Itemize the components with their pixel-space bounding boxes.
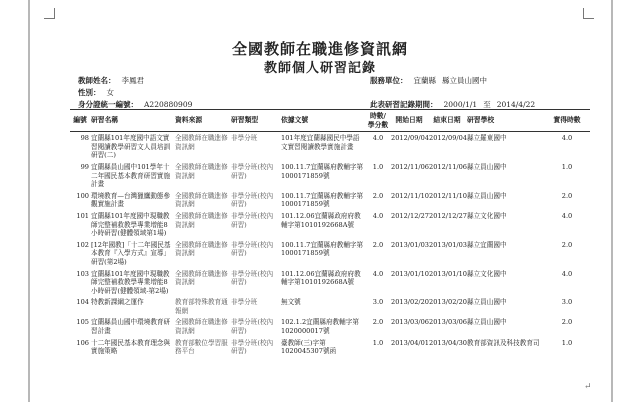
paragraph-mark-icon: ↵ (584, 382, 592, 392)
row-number: 106 (76, 338, 89, 347)
row-type: 非學分班(校內研習) (231, 269, 274, 287)
margin-corner-top-left (44, 8, 55, 19)
row-number: 99 (80, 162, 89, 171)
row-source: 全國教師在職進修資訊網 (175, 191, 228, 209)
header-doc-number: 依據文號 (280, 110, 366, 132)
row-hours: 3.0 (372, 298, 384, 307)
header-hours: 時數/學分數 (366, 110, 390, 132)
row-earned-hours: 4.0 (561, 134, 573, 143)
row-course-name: 十二年國民基本教育理念與實施策略 (91, 338, 171, 356)
service-unit-line (370, 75, 487, 86)
row-hours: 2.0 (372, 318, 384, 327)
row-earned-hours: 4.0 (561, 269, 573, 278)
service-unit-school: 縣立員山國中 (442, 76, 487, 85)
row-start-date: 2013/01/03 (391, 240, 430, 249)
row-end-date: 2013/01/10 (429, 269, 468, 278)
row-type: 非學分班(校內研習) (231, 211, 274, 229)
row-earned-hours: 2.0 (561, 240, 573, 249)
service-unit-county: 宜蘭縣 (413, 76, 436, 85)
header-source: 資料來源 (174, 110, 230, 132)
row-school: 教育部資訊及科技教育司 (467, 338, 540, 347)
row-source: 全國教師在職進修資訊網 (175, 162, 228, 180)
row-type: 非學分班(校內研習) (231, 240, 274, 258)
teacher-id-label: 身分證統一編號： (78, 100, 138, 109)
row-course-name: 宜蘭縣101年度國中現職教師完整補救教學專業增能8小時研習(健體領域-第2場) (91, 269, 170, 295)
row-school: 縣立員山國中 (467, 318, 507, 327)
row-start-date: 2012/11/10 (391, 191, 430, 200)
row-school: 縣立員山國中 (467, 298, 507, 307)
row-school: 縣立文化國中 (467, 211, 507, 220)
row-start-date: 2013/03/06 (391, 318, 430, 327)
row-doc-number: 100.11.7宜蘭縣府教輔字第1000171859號 (281, 162, 364, 180)
teacher-name: 李鳳君 (121, 76, 144, 85)
header-start-date: 開始日期 (390, 110, 428, 132)
row-hours: 1.0 (372, 162, 384, 171)
table-row (70, 190, 590, 210)
record-period-separator: 至 (483, 100, 491, 109)
row-earned-hours: 1.0 (561, 338, 573, 347)
header-earned-hours: 實得時數 (544, 110, 590, 132)
table-header (70, 110, 590, 132)
row-end-date: 2012/11/10 (429, 191, 468, 200)
page-title: 全國教師在職進修資訊網 (231, 40, 408, 58)
row-doc-number: 102.1.2宜蘭縣府教輔字第1020000017號 (281, 318, 359, 336)
row-doc-number: 無文號 (281, 298, 301, 307)
row-start-date: 2012/09/04 (391, 134, 430, 143)
margin-corner-top-right (583, 8, 594, 19)
row-doc-number: 100.11.7宜蘭縣府教輔字第1000171859號 (281, 240, 364, 258)
table-row (70, 210, 590, 239)
row-hours: 4.0 (372, 269, 384, 278)
row-course-name: [12年國教]「十二年國民基本教育『入學方式』宣導」研習(第2場) (91, 240, 171, 266)
row-school: 縣立文化國中 (467, 269, 507, 278)
row-end-date: 2013/04/30 (429, 338, 468, 347)
row-end-date: 2012/11/06 (429, 162, 468, 171)
record-period-to: 2014/4/22 (496, 100, 536, 109)
row-source: 全國教師在職進修資訊網 (175, 134, 228, 151)
row-earned-hours: 3.0 (561, 298, 573, 307)
row-school: 縣立員山國中 (467, 191, 507, 200)
row-doc-number: 100.11.7宜蘭縣府教輔字第1000171859號 (281, 191, 364, 209)
row-school: 縣立員山國中 (467, 162, 507, 171)
row-source: 教育部數位學習服務平台 (175, 338, 228, 356)
row-hours: 4.0 (372, 211, 384, 220)
page-subtitle: 教師個人研習記錄 (263, 61, 376, 76)
teacher-name-line (78, 75, 144, 86)
row-school: 縣立宜蘭國中 (467, 240, 507, 249)
row-course-name: 特教新課綱之運作 (91, 298, 144, 307)
header-end-date: 結束日期 (428, 110, 466, 132)
row-hours: 2.0 (372, 240, 384, 249)
table-row (70, 337, 590, 357)
row-doc-number: 101.12.06宜蘭縣政府府教輔字第1010192668A號 (281, 269, 361, 287)
row-earned-hours: 4.0 (561, 211, 573, 220)
row-school: 縣立羅東國中 (467, 134, 507, 143)
row-course-name: 環境教育—台灣獵鷹動態參觀實施計畫 (91, 191, 171, 209)
row-start-date: 2013/04/01 (391, 338, 430, 347)
row-hours: 2.0 (372, 191, 384, 200)
teacher-gender: 女 (106, 88, 114, 97)
row-type: 非學分班 (231, 134, 258, 143)
teacher-name-label: 教師姓名： (78, 76, 116, 85)
row-number: 104 (76, 298, 89, 307)
row-course-name: 宜蘭縣員山國中101學年十二年國民基本教育研習實施計畫 (91, 162, 171, 189)
row-number: 103 (76, 269, 89, 278)
row-earned-hours: 2.0 (561, 191, 573, 200)
row-number: 105 (76, 318, 89, 327)
row-number: 102 (76, 240, 89, 249)
row-number: 100 (76, 191, 89, 200)
row-number: 101 (76, 211, 89, 220)
row-type: 非學分班(校內研習) (231, 338, 274, 356)
row-source: 教育部特殊教育通報網 (175, 298, 228, 315)
teacher-id: A220880909 (144, 100, 193, 109)
table-header-row (70, 110, 590, 132)
teacher-gender-line (78, 87, 114, 98)
row-source: 全國教師在職進修資訊網 (175, 269, 228, 287)
row-earned-hours: 2.0 (561, 318, 573, 327)
header-course-name: 研習名稱 (90, 110, 174, 132)
row-type: 非學分班 (231, 298, 258, 307)
record-period-label: 此表研習記錄期間： (370, 100, 438, 109)
row-course-name: 宜蘭縣101年度國中現職教師完整補救教學專業增能8小時研習(健體領域第1場) (91, 211, 170, 238)
row-earned-hours: 1.0 (561, 162, 573, 171)
row-course-name: 宜蘭縣101年度國中語文實習閱讀教學研習文人員培訓研習(二) (91, 134, 171, 160)
table-body (70, 132, 590, 357)
row-doc-number: 101.12.06宜蘭縣政府府教輔字第1010192668A號 (281, 211, 361, 229)
row-end-date: 2012/12/27 (429, 211, 468, 220)
row-doc-number: 101年度宜蘭縣國民中學語文實習閱讀教學實施計畫 (281, 134, 360, 151)
teacher-gender-label: 性別： (78, 88, 101, 97)
row-source: 全國教師在職進修資訊網 (175, 211, 228, 229)
record-period-from: 2000/1/1 (443, 100, 478, 109)
row-start-date: 2013/01/10 (391, 269, 430, 278)
header-type: 研習類型 (230, 110, 280, 132)
header-number: 編號 (70, 110, 90, 132)
header-school: 研習學校 (466, 110, 544, 132)
row-source: 全國教師在職進修資訊網 (175, 318, 228, 336)
row-start-date: 2012/12/27 (391, 211, 430, 220)
row-type: 非學分班(校內研習) (231, 191, 274, 209)
table-row (70, 239, 590, 268)
row-type: 非學分班(校內研習) (231, 162, 274, 180)
table-row (70, 296, 590, 316)
row-number: 98 (80, 134, 89, 143)
table-row (70, 268, 590, 297)
table-row (70, 316, 590, 336)
service-unit-label: 服務單位： (370, 76, 408, 85)
row-hours: 1.0 (372, 338, 384, 347)
row-course-name: 宜蘭縣員山國中環境教育研習計畫 (91, 318, 171, 336)
row-end-date: 2013/01/03 (429, 240, 468, 249)
row-hours: 4.0 (372, 134, 384, 143)
table-row (70, 132, 590, 161)
row-type: 非學分班(校內研習) (231, 318, 274, 336)
row-start-date: 2012/11/06 (391, 162, 430, 171)
row-start-date: 2013/02/20 (391, 298, 430, 307)
row-source: 全國教師在職進修資訊網 (175, 240, 228, 258)
row-doc-number: 臺教師(三)字第1020045307號函 (281, 338, 337, 356)
row-end-date: 2013/02/20 (429, 298, 468, 307)
row-end-date: 2012/09/04 (429, 134, 468, 143)
study-record-table (70, 109, 590, 357)
table-row (70, 161, 590, 190)
row-end-date: 2013/03/06 (429, 318, 468, 327)
